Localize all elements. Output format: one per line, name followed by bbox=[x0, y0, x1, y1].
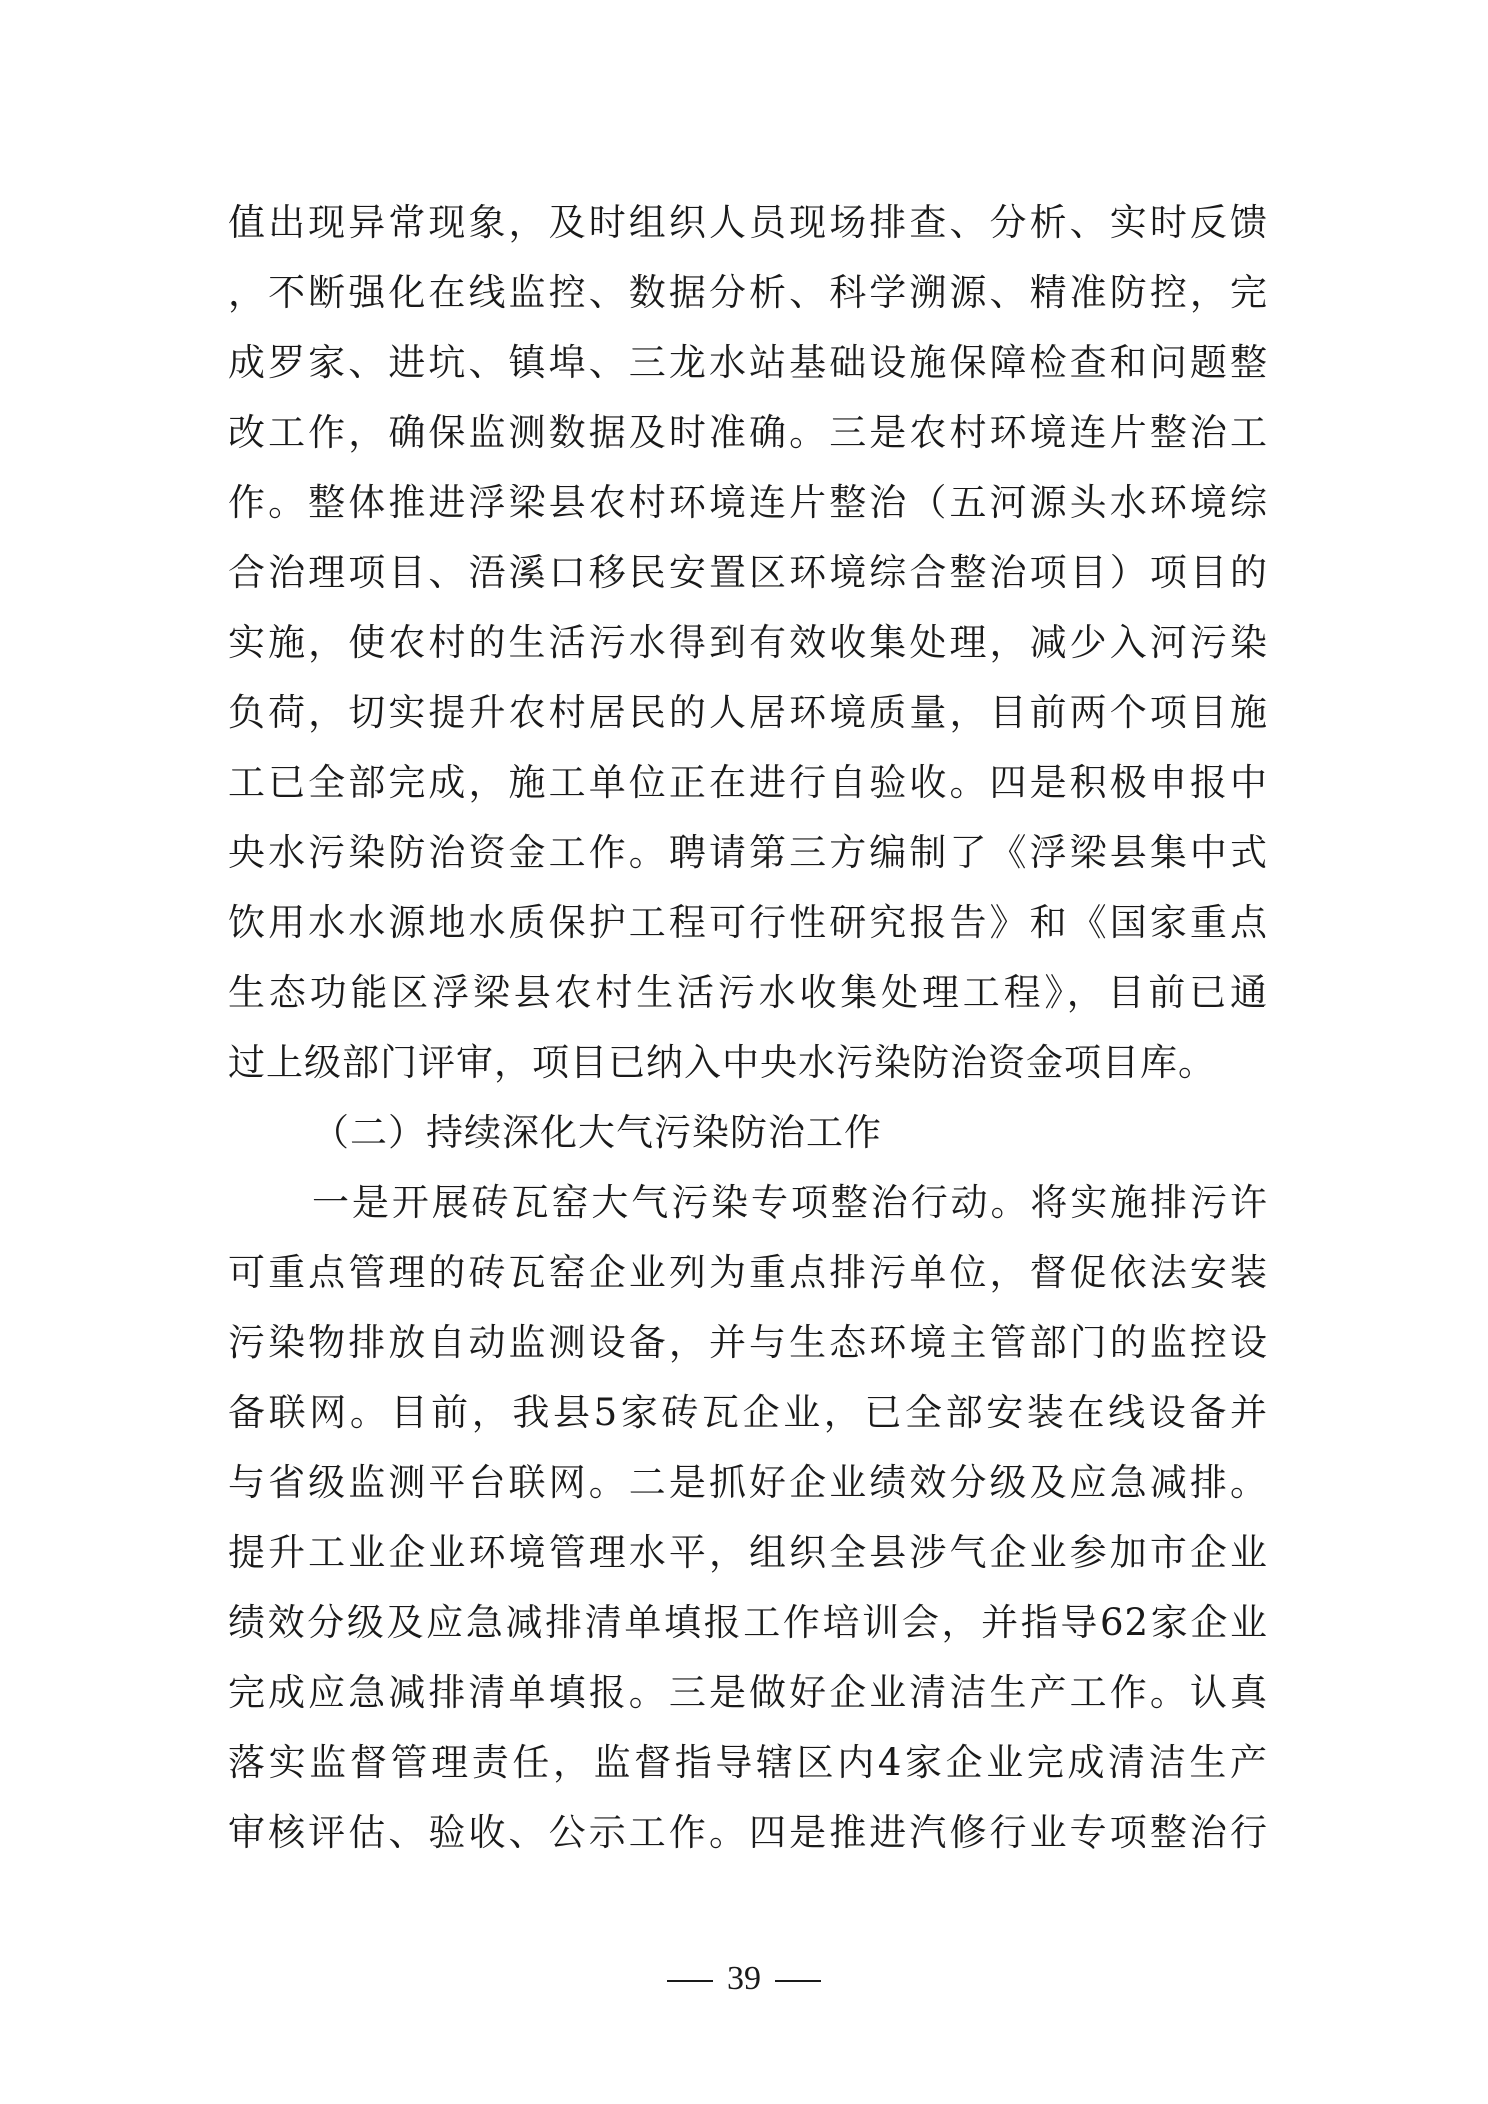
text-line: 备联网。目前，我县5家砖瓦企业，已全部安装在线设备并 bbox=[228, 1391, 1268, 1434]
text-line: 成罗家、进坑、镇埠、三龙水站基础设施保障检查和问题整 bbox=[228, 341, 1268, 384]
footer-dash-left bbox=[667, 1980, 713, 1982]
text-line: 实施，使农村的生活污水得到有效收集处理，减少入河污染 bbox=[228, 621, 1268, 664]
text-line: 落实监督管理责任，监督指导辖区内4家企业完成清洁生产 bbox=[228, 1741, 1268, 1784]
text-line: 审核评估、验收、公示工作。四是推进汽修行业专项整治行 bbox=[228, 1811, 1268, 1854]
paragraph-first-line: 一是开展砖瓦窑大气污染专项整治行动。将实施排污许 bbox=[312, 1181, 1268, 1224]
text-line: 过上级部门评审，项目已纳入中央水污染防治资金项目库。 bbox=[228, 1041, 1216, 1084]
section-heading: （二）持续深化大气污染防治工作 bbox=[312, 1111, 882, 1154]
page-number: 39 bbox=[727, 1960, 761, 1997]
text-line: 工已全部完成，施工单位正在进行自验收。四是积极申报中 bbox=[228, 761, 1268, 804]
text-line: 负荷，切实提升农村居民的人居环境质量，目前两个项目施 bbox=[228, 691, 1268, 734]
body-text bbox=[228, 188, 1268, 1868]
text-line: 完成应急减排清单填报。三是做好企业清洁生产工作。认真 bbox=[228, 1671, 1268, 1714]
footer-dash-right bbox=[775, 1980, 821, 1982]
text-line: 绩效分级及应急减排清单填报工作培训会，并指导62家企业 bbox=[228, 1601, 1268, 1644]
page-footer bbox=[0, 1960, 1488, 1998]
text-line: 可重点管理的砖瓦窑企业列为重点排污单位，督促依法安装 bbox=[228, 1251, 1268, 1294]
text-line: 生态功能区浮梁县农村生活污水收集处理工程》，目前已通 bbox=[228, 971, 1268, 1014]
text-line: 污染物排放自动监测设备，并与生态环境主管部门的监控设 bbox=[228, 1321, 1268, 1364]
text-line: 作。整体推进浮梁县农村环境连片整治（五河源头水环境综 bbox=[228, 481, 1268, 524]
text-line: 饮用水水源地水质保护工程可行性研究报告》和《国家重点 bbox=[228, 901, 1268, 944]
text-line: 值出现异常现象，及时组织人员现场排查、分析、实时反馈 bbox=[228, 201, 1268, 244]
text-line: 改工作，确保监测数据及时准确。三是农村环境连片整治工 bbox=[228, 411, 1268, 454]
text-line: 与省级监测平台联网。二是抓好企业绩效分级及应急减排。 bbox=[228, 1461, 1268, 1504]
text-line: ，不断强化在线监控、数据分析、科学溯源、精准防控，完 bbox=[228, 271, 1268, 314]
text-line: 合治理项目、浯溪口移民安置区环境综合整治项目）项目的 bbox=[228, 551, 1268, 594]
text-line: 央水污染防治资金工作。聘请第三方编制了《浮梁县集中式 bbox=[228, 831, 1268, 874]
text-line: 提升工业企业环境管理水平，组织全县涉气企业参加市企业 bbox=[228, 1531, 1268, 1574]
